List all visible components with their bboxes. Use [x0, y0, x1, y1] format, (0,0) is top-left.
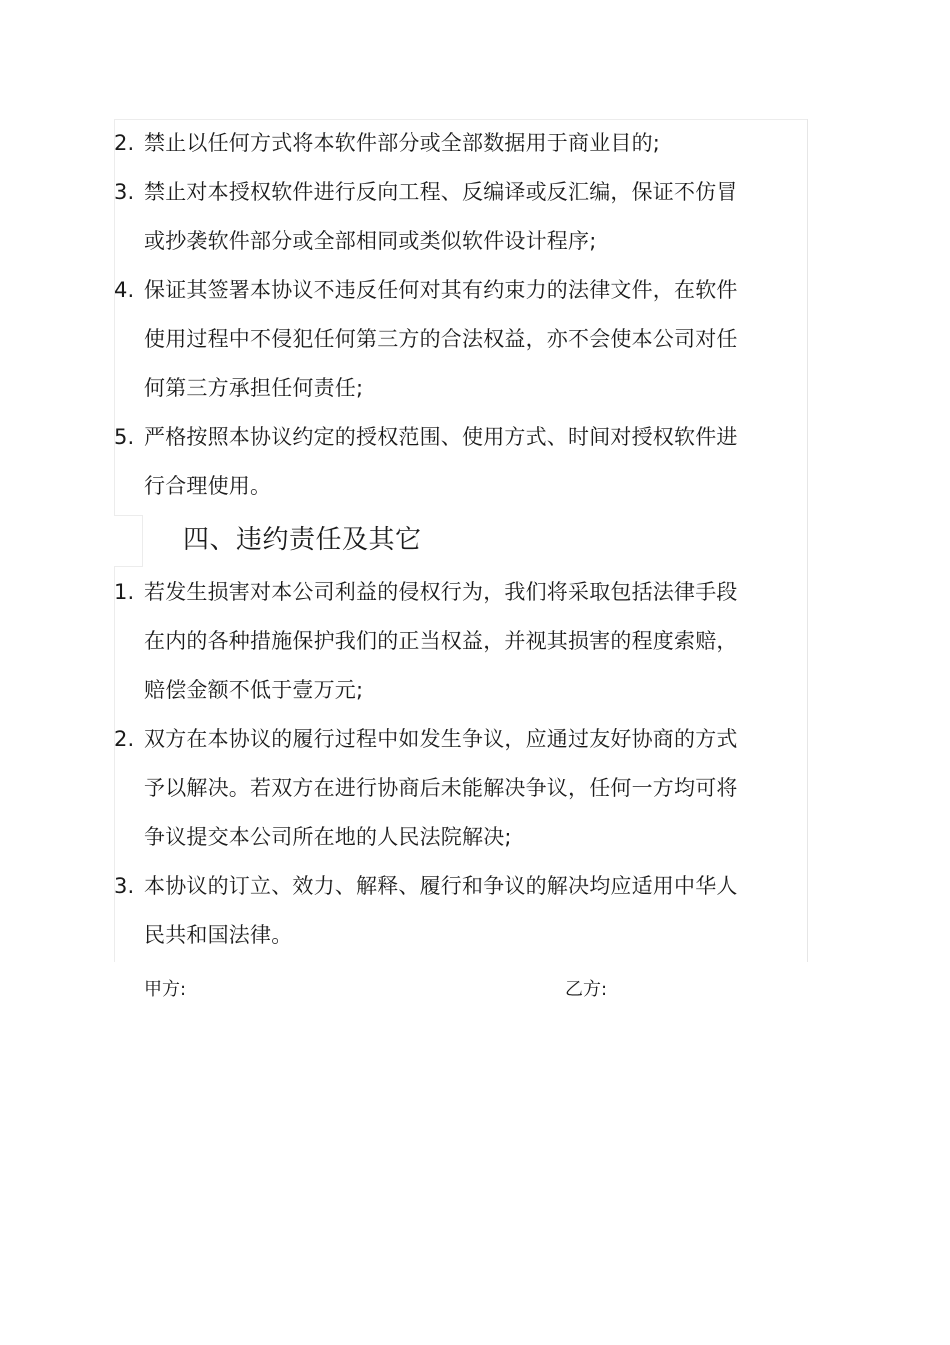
- liability-list: [114, 568, 754, 960]
- list-item: [114, 266, 754, 413]
- item-number: 3.: [114, 874, 135, 898]
- item-text: 若发生损害对本公司利益的侵权行为，我们将采取包括法律手段在内的各种措施保护我们的正当权益，并视其损害的程度索赔，赔偿金额不低于壹万元;: [144, 580, 738, 702]
- list-item: [114, 862, 754, 960]
- obligations-list: [114, 119, 754, 511]
- item-number: 4.: [114, 278, 135, 302]
- item-text: 禁止以任何方式将本软件部分或全部数据用于商业目的;: [144, 131, 661, 155]
- item-number: 5.: [114, 425, 135, 449]
- frame-border-right: [807, 119, 808, 962]
- party-a-label: 甲方:: [144, 979, 187, 1000]
- item-number: 2.: [114, 131, 135, 155]
- item-text: 严格按照本协议约定的授权范围、使用方式、时间对授权软件进行合理使用。: [144, 425, 738, 498]
- item-text: 禁止对本授权软件进行反向工程、反编译或反汇编，保证不仿冒或抄袭软件部分或全部相同或类似软件设计程序;: [144, 180, 738, 253]
- list-item: [114, 413, 754, 511]
- item-text: 双方在本协议的履行过程中如发生争议，应通过友好协商的方式予以解决。若双方在进行协商后未能解决争议，任何一方均可将争议提交本公司所在地的人民法院解决;: [144, 727, 738, 849]
- section-heading: 四、违约责任及其它: [183, 525, 422, 555]
- item-number: 1.: [114, 580, 135, 604]
- list-item: [114, 119, 754, 168]
- list-item: [114, 168, 754, 266]
- heading-margin-box: [114, 515, 143, 567]
- list-item: [114, 568, 754, 715]
- item-text: 保证其签署本协议不违反任何对其有约束力的法律文件，在软件使用过程中不侵犯任何第三方的合法权益，亦不会使本公司对任何第三方承担任何责任;: [144, 278, 738, 400]
- list-item: [114, 715, 754, 862]
- item-number: 3.: [114, 180, 135, 204]
- party-b-label: 乙方:: [565, 979, 608, 1000]
- item-number: 2.: [114, 727, 135, 751]
- item-text: 本协议的订立、效力、解释、履行和争议的解决均应适用中华人民共和国法律。: [144, 874, 738, 947]
